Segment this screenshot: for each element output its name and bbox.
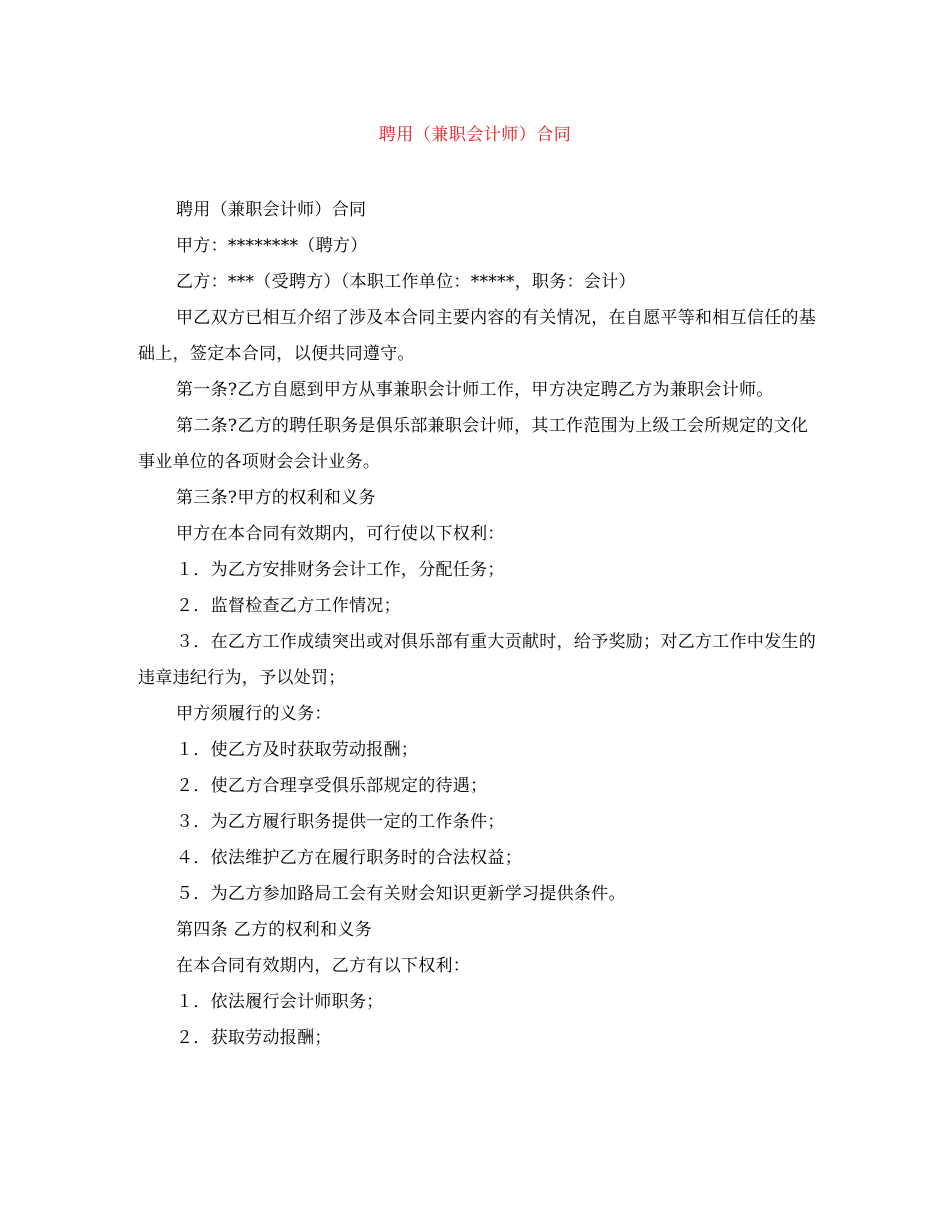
- list-item: ５．为乙方参加路局工会有关财会知识更新学习提供条件。: [176, 884, 626, 904]
- paragraph-party-a-rights-intro: 甲方在本合同有效期内，可行使以下权利：: [176, 524, 505, 544]
- list-item: ２．监督检查乙方工作情况；: [176, 596, 401, 616]
- list-item: ２．使乙方合理享受俱乐部规定的待遇；: [176, 776, 488, 796]
- document-body: [138, 192, 818, 1056]
- list-item: ３．在乙方工作成绩突出或对俱乐部有重大贡献时，给予奖励；对乙方工作中发生的违章违纪行为，予以处罚；: [138, 632, 817, 688]
- paragraph-heading-repeat: 聘用（兼职会计师）合同: [176, 200, 367, 220]
- paragraph-article-3-heading: 第三条?甲方的权利和义务: [176, 488, 376, 508]
- list-item: １．依法履行会计师职务；: [176, 992, 384, 1012]
- paragraph-party-a-duties-intro: 甲方须履行的义务：: [176, 704, 332, 724]
- list-item: １．为乙方安排财务会计工作，分配任务；: [176, 560, 505, 580]
- paragraph-article-2: 第二条?乙方的聘任职务是俱乐部兼职会计师，其工作范围为上级工会所规定的文化事业单位的各项财会会计业务。: [138, 416, 809, 472]
- paragraph-preamble: 甲乙双方已相互介绍了涉及本合同主要内容的有关情况，在自愿平等和相互信任的基础上，签定本合同，以便共同遵守。: [138, 308, 817, 364]
- paragraph-party-b: 乙方：***（受聘方）（本职工作单位：*****，职务：会计）: [176, 272, 636, 292]
- list-item: ４．依法维护乙方在履行职务时的合法权益；: [176, 848, 522, 868]
- list-item: １．使乙方及时获取劳动报酬；: [176, 740, 419, 760]
- paragraph-party-a: 甲方：********（聘方）: [176, 236, 368, 256]
- paragraph-article-1: 第一条?乙方自愿到甲方从事兼职会计师工作，甲方决定聘乙方为兼职会计师。: [176, 380, 774, 400]
- document-title: 聘用（兼职会计师）合同: [378, 125, 572, 145]
- paragraph-article-4-heading: 第四条 乙方的权利和义务: [176, 920, 373, 940]
- list-item: ３．为乙方履行职务提供一定的工作条件；: [176, 812, 505, 832]
- paragraph-party-b-rights-intro: 在本合同有效期内，乙方有以下权利：: [176, 956, 471, 976]
- list-item: ２．获取劳动报酬；: [176, 1028, 332, 1048]
